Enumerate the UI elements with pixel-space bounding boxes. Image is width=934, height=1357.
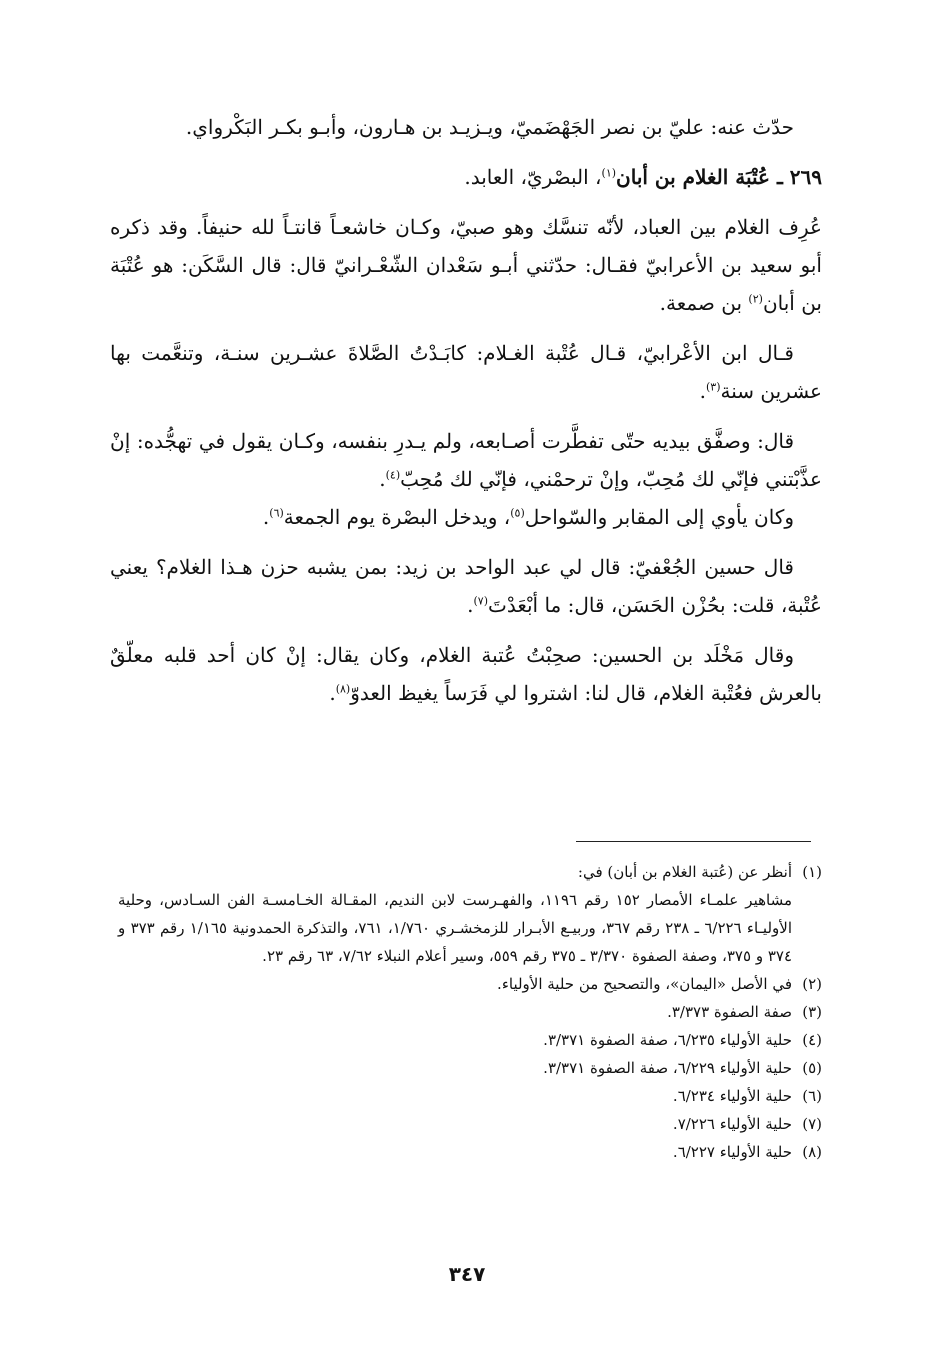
footnote-number: (٤) xyxy=(802,1031,822,1049)
paragraph-narrators xyxy=(110,108,822,146)
footnote-text: حلية الأولياء ٦/٢٢٧. xyxy=(672,1143,792,1161)
footnote-text: حلية الأولياء ٦/٢٣٤. xyxy=(672,1087,792,1105)
footnote-text: في الأصل «اليمان»، والتصحيح من حلية الأولياء. xyxy=(497,975,792,993)
entry-number: ٢٦٩ ـ xyxy=(776,165,822,189)
footnote-divider xyxy=(576,841,811,842)
paragraph-text: بن صمعة. xyxy=(659,291,749,315)
paragraph-text: عُرِف الغلام بين العباد، لأنّه تنسَّك وهو صبيّ، وكـان خاشعـاً قانتـاً لله حنيفاً. وقد ذكره أبو سعيد بن الأعرابيّ فقـال: حدّثني أبـو سَعْدان الشّعْـرانيّ قال: قال السَّكَن: هو عُتْبَة بن أبان xyxy=(110,215,822,315)
footnote-item xyxy=(118,1082,822,1110)
footnote-text: حلية الأولياء ٦/٢٢٩، صفة الصفوة ٣/٣٧١. xyxy=(543,1059,792,1077)
main-text xyxy=(110,108,822,724)
footnote-marker: (٨) xyxy=(335,682,351,696)
paragraph-clapping xyxy=(110,422,822,498)
paragraph-text: . xyxy=(379,467,386,491)
footnote-text: حلية الأولياء ٧/٢٢٦. xyxy=(672,1115,792,1133)
footnote-marker: (١) xyxy=(601,166,617,180)
paragraph-text: قـال ابن الأعْرابيّ، قـال عُتْبة الغـلام: كابَـدْتُ الصَّلاةَ عشـرين سنـة، وتنعَّمت بها عشرين سنة xyxy=(110,341,822,403)
footnote-marker: (٧) xyxy=(473,594,488,608)
entry-heading xyxy=(110,158,822,196)
footnote-number: (٣) xyxy=(802,1003,822,1021)
paragraph-text: . xyxy=(329,681,336,705)
footnote-text: صفة الصفوة ٣/٣٧٣. xyxy=(667,1003,792,1021)
footnote-continuation: مشاهير علمـاء الأمصار ١٥٢ رقم ١١٩٦، والفهـرست لابن النديم، المقـالة الخـامسـة الفن السـادس، وحلية الأوليـاء ٦/٢٢٦ ـ ٢٣٨ رقم ٣٦٧، وربيـع الأبـرار للزمخشـري ١/٧٦٠، ٧٦١، والتذكرة الحمدونية ١/١٦٥ رقم ٣٧٣ و ٣٧٤ و ٣٧٥، وصفة الصفوة ٣/٣٧٠ ـ ٣٧٥ رقم ٥٥٩، وسير أعلام النبلاء ٧/٦٢، ٦٣ رقم ٢٣. xyxy=(118,891,793,965)
footnote-item xyxy=(118,998,822,1026)
footnote-text: حلية الأولياء ٦/٢٣٥، صفة الصفوة ٣/٣٧١. xyxy=(543,1031,792,1049)
page-number: ٣٤٧ xyxy=(448,1262,486,1286)
paragraph-text: وكان يأوي إلى المقابر والسّواحل xyxy=(524,505,794,529)
paragraph-biography xyxy=(110,208,822,322)
footnote-number: (٥) xyxy=(802,1059,822,1077)
footnote-number: (٦) xyxy=(802,1087,822,1105)
footnotes xyxy=(118,858,822,1166)
paragraph-grief xyxy=(110,548,822,624)
entry-descriptor: ، البصْريّ، العابد. xyxy=(464,165,602,189)
paragraph-throne xyxy=(110,636,822,712)
paragraph-text: . xyxy=(467,593,474,617)
paragraph-prayer xyxy=(110,334,822,410)
footnote-number: (٧) xyxy=(802,1115,822,1133)
footnote-marker: (٢) xyxy=(748,292,763,306)
footnote-marker: (٤) xyxy=(385,468,401,482)
footnote-marker: (٦) xyxy=(269,506,284,520)
paragraph-text: ، ويدخل البصْرة يوم الجمعة xyxy=(283,505,511,529)
footnote-number: (١) xyxy=(802,863,822,881)
paragraph-text: حدّث عنه: عليّ بن نصر الجَهْضَميّ، ويـزيـد بن هـارون، وأبـو بكـر البَكْرواي. xyxy=(185,115,794,139)
paragraph-text: قال: وصفَّق بيديه حتّى تفطَّرت أصـابعه، ولم يـدرِ بنفسه، وكـان يقول في تهجُّده: إنْ عذَّبْتني فإنّي لك مُحِبّ، وإنْ ترحمْني، فإنّي لك مُحِبّ xyxy=(110,429,822,491)
paragraph-text: وقال مَخْلَد بن الحسين: صحِبْتُ عُتبة الغلام، وكان يقال: إنْ كان أحد قلبه معلّقٌ بالعرش فعُتْبة الغلام، قال لنا: اشتروا لي فَرَساً يغيظ العدوّ xyxy=(110,643,822,705)
footnote-item xyxy=(118,858,822,886)
paragraph-graves xyxy=(110,498,822,536)
footnote-item xyxy=(118,1138,822,1166)
paragraph-text: . xyxy=(262,505,270,529)
footnote-marker: (٣) xyxy=(706,380,721,394)
footnote-item xyxy=(118,1110,822,1138)
footnote-item xyxy=(118,1026,822,1054)
footnote-marker: (٥) xyxy=(510,506,525,520)
paragraph-text: . xyxy=(699,379,706,403)
paragraph-text: قال حسين الجُعْفيّ: قال لي عبد الواحد بن زيد: بمن يشبه حزن هـذا الغلام؟ يعني عُتْبة، قلت: بحُزْن الحَسَن، قال: ما أبْعَدْتَ xyxy=(110,555,822,617)
footnote-item xyxy=(118,970,822,998)
footnote-number: (٢) xyxy=(802,975,822,993)
footnote-number: (٨) xyxy=(802,1143,822,1161)
footnote-item xyxy=(118,1054,822,1082)
footnote-text: أنظر عن (عُتبة الغلام بن أبان) في: xyxy=(577,863,792,881)
entry-name: عُتْبَة الغلام بن أبان xyxy=(616,165,770,189)
